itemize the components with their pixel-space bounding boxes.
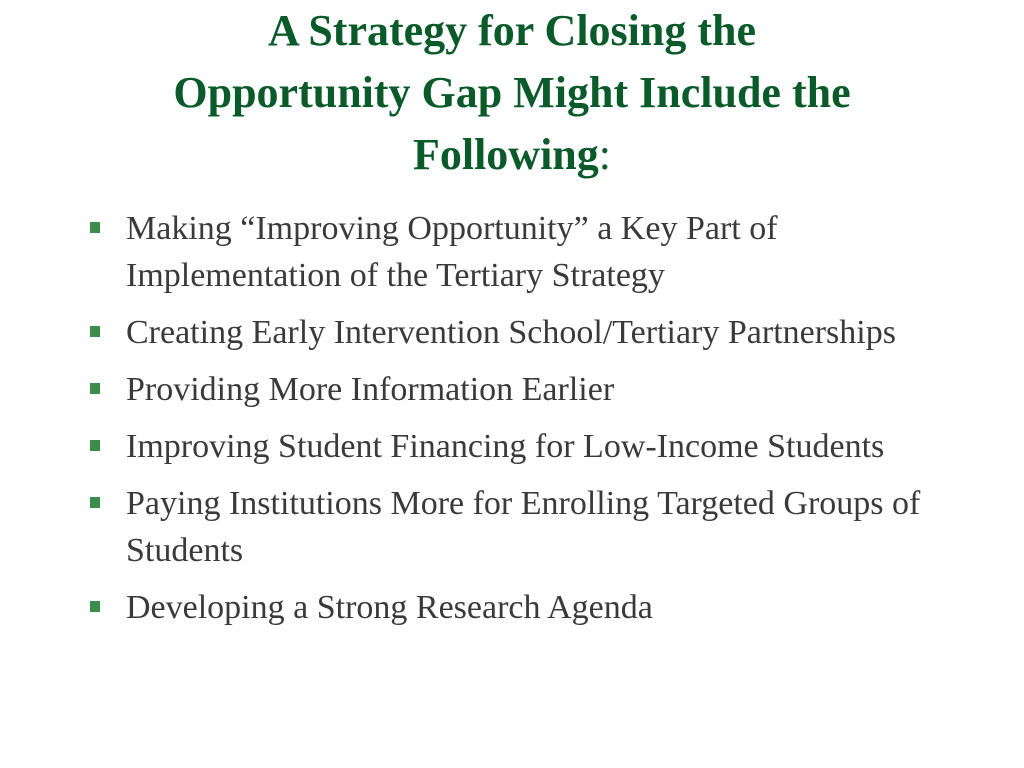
square-bullet-icon bbox=[90, 497, 100, 508]
bullet-list bbox=[88, 205, 948, 641]
square-bullet-icon bbox=[90, 383, 100, 394]
bullet-text: Paying Institutions More for Enrolling Targeted Groups of Students bbox=[126, 485, 921, 569]
title-line: A Strategy for Closing the bbox=[267, 6, 757, 55]
bullet-text: Improving Student Financing for Low-Income Students bbox=[126, 428, 885, 465]
square-bullet-icon bbox=[90, 222, 100, 233]
square-bullet-icon bbox=[90, 601, 100, 612]
bullet-item bbox=[88, 366, 948, 413]
title-line-text: Following bbox=[412, 130, 599, 179]
bullet-item bbox=[88, 423, 948, 470]
square-bullet-icon bbox=[90, 326, 100, 337]
bullet-text: Creating Early Intervention School/Tertiary Partnerships bbox=[126, 314, 896, 351]
title-colon: : bbox=[598, 130, 612, 179]
title-line: Opportunity Gap Might Include the bbox=[173, 68, 851, 117]
bullet-item bbox=[88, 584, 948, 631]
bullet-text: Developing a Strong Research Agenda bbox=[126, 589, 653, 626]
slide-title bbox=[60, 0, 964, 186]
square-bullet-icon bbox=[90, 440, 100, 451]
bullet-item bbox=[88, 205, 948, 299]
bullet-item bbox=[88, 480, 948, 574]
bullet-text: Making “Improving Opportunity” a Key Part of Implementation of the Tertiary Strategy bbox=[126, 210, 778, 294]
bullet-text: Providing More Information Earlier bbox=[126, 371, 615, 408]
title-line-last bbox=[60, 124, 964, 186]
bullet-item bbox=[88, 309, 948, 356]
